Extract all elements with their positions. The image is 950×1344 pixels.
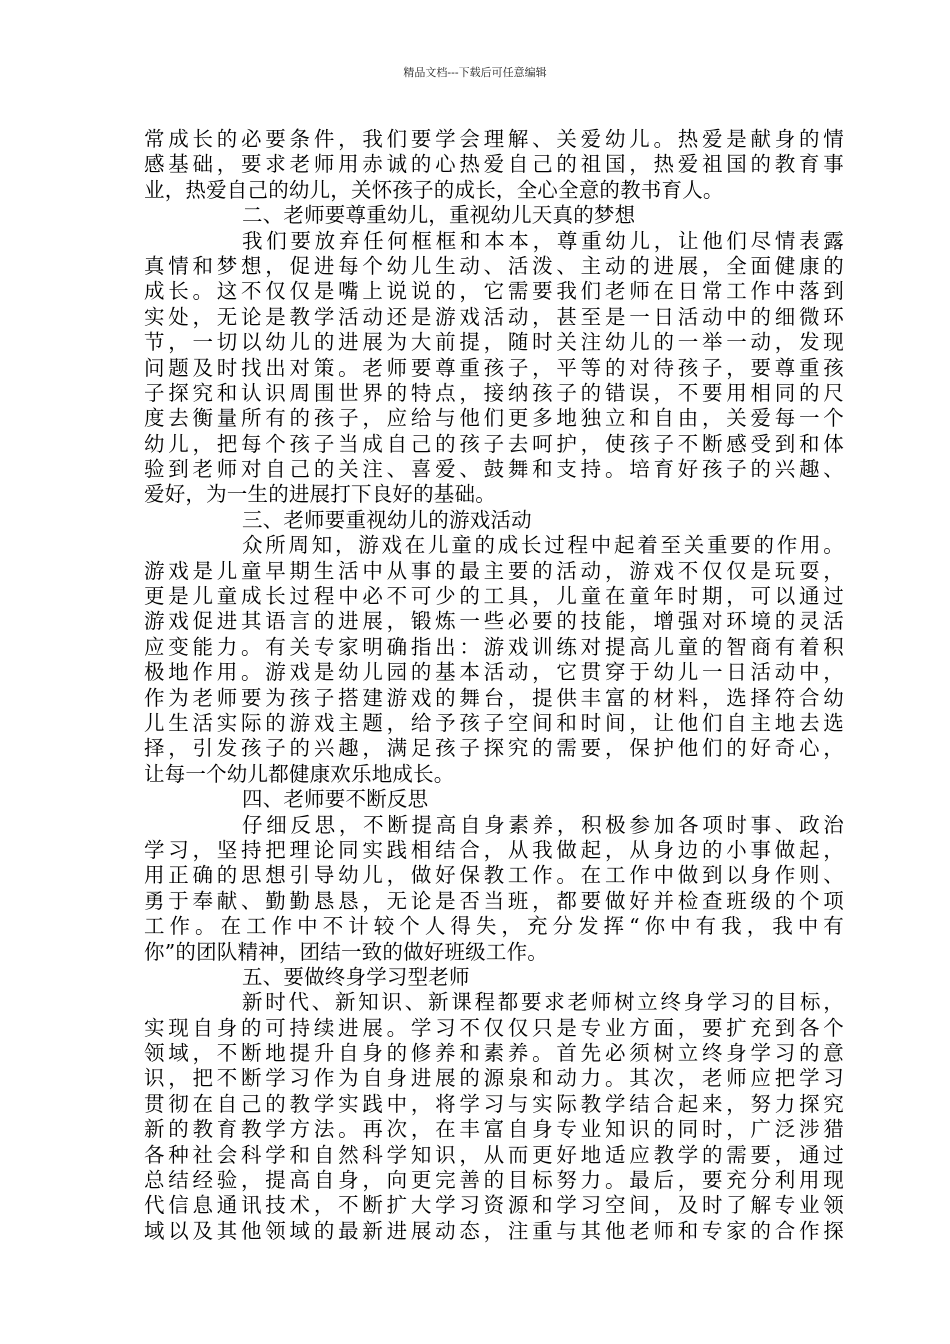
- text-line: 工作。在工作中不计较个人得失，充分发挥“你中有我，我中有: [144, 914, 844, 939]
- text-line: 实现自身的可持续进展。学习不仅仅只是专业方面，要扩充到各个: [144, 1015, 844, 1040]
- text-line: 总结经验，提高自身，向更完善的目标努力。最后，要充分利用现: [144, 1168, 844, 1193]
- text-line: 勇于奉献、勤勤恳恳，无论是否当班，都要做好并检查班级的个项: [144, 888, 844, 913]
- text-line: 新时代、新知识、新课程都要求老师树立终身学习的目标，: [242, 990, 844, 1015]
- text-line: 各种社会科学和自然科学知识，从而更好地适应教学的需要，通过: [144, 1142, 844, 1167]
- text-line: 爱好，为一生的进展打下良好的基础。: [144, 482, 496, 507]
- text-line: 验到老师对自己的关注、喜爱、鼓舞和支持。培育好孩子的兴趣、: [144, 457, 844, 482]
- text-line: 领域，不断地提升自身的修养和素养。首先必须树立终身学习的意: [144, 1041, 844, 1066]
- text-line: 仔细反思，不断提高自身素养，积极参加各项时事、政治: [242, 812, 844, 837]
- text-line: 择，引发孩子的兴趣，满足孩子探究的需要，保护他们的好奇心，: [144, 736, 844, 761]
- text-line: 我们要放弃任何框框和本本，尊重幼儿，让他们尽情表露: [242, 228, 844, 253]
- text-line: 感基础，要求老师用赤诚的心热爱自己的祖国，热爱祖国的教育事: [144, 152, 844, 177]
- text-line: 贯彻在自己的教学实践中，将学习与实际教学结合起来，努力探究: [144, 1091, 844, 1116]
- text-line: 成长。这不仅仅是嘴上说说的，它需要我们老师在日常工作中落到: [144, 279, 844, 304]
- text-line: 常成长的必要条件，我们要学会理解、关爱幼儿。热爱是献身的情: [144, 127, 844, 151]
- text-line: 游戏是儿童早期生活中从事的最主要的活动，游戏不仅仅是玩耍，: [144, 558, 844, 583]
- page-header: 精品文档---下载后可任意编辑: [403, 66, 547, 79]
- text-line: 问题及时找出对策。老师要尊重孩子，平等的对待孩子，要尊重孩: [144, 355, 844, 380]
- text-line: 让每一个幼儿都健康欢乐地成长。: [144, 761, 455, 786]
- document-body: [144, 127, 844, 1244]
- text-line: 实处，无论是教学活动还是游戏活动，甚至是一日活动中的细微环: [144, 304, 844, 329]
- text-line: 极地作用。游戏是幼儿园的基本活动，它贯穿于幼儿一日活动中，: [144, 660, 844, 685]
- text-line: 游戏促进其语言的进展，锻炼一些必要的技能，增强对环境的灵活: [144, 609, 844, 634]
- section-heading: 三、老师要重视幼儿的游戏活动: [242, 507, 532, 532]
- text-line: 识，把不断学习作为自身进展的源泉和动力。其次，老师应把学习: [144, 1066, 844, 1091]
- text-line: 用正确的思想引导幼儿，做好保教工作。在工作中做到以身作则、: [144, 863, 844, 888]
- text-line: 新的教育教学方法。再次，在丰富自身专业知识的同时，广泛涉猎: [144, 1117, 844, 1142]
- section-heading: 二、老师要尊重幼儿，重视幼儿天真的梦想: [242, 203, 636, 228]
- text-line: 子探究和认识周围世界的特点，接纳孩子的错误，不要用相同的尺: [144, 380, 844, 405]
- text-line: 作为老师要为孩子搭建游戏的舞台，提供丰富的材料，选择符合幼: [144, 685, 844, 710]
- text-line: 儿生活实际的游戏主题，给予孩子空间和时间，让他们自主地去选: [144, 710, 844, 735]
- text-line: 应变能力。有关专家明确指出：游戏训练对提高儿童的智商有着积: [144, 634, 844, 659]
- text-line: 度去衡量所有的孩子，应给与他们更多地独立和自由，关爱每一个: [144, 406, 844, 431]
- text-line: 节，一切以幼儿的进展为大前提，随时关注幼儿的一举一动，发现: [144, 330, 844, 355]
- text-line: 代信息通讯技术，不断扩大学习资源和学习空间，及时了解专业领: [144, 1193, 844, 1218]
- section-heading: 四、老师要不断反思: [242, 787, 429, 812]
- text-line: 众所周知，游戏在儿童的成长过程中起着至关重要的作用。: [242, 533, 844, 558]
- text-line: 域以及其他领域的最新进展动态，注重与其他老师和专家的合作探: [144, 1218, 844, 1243]
- text-line: 幼儿，把每个孩子当成自己的孩子去呵护，使孩子不断感受到和体: [144, 431, 844, 456]
- section-heading: 五、要做终身学习型老师: [242, 964, 470, 989]
- text-line: 学习，坚持把理论同实践相结合，从我做起，从身边的小事做起，: [144, 837, 844, 862]
- text-line: 你”的团队精神，团结一致的做好班级工作。: [144, 939, 548, 964]
- text-line: 更是儿童成长过程中必不可少的工具，儿童在童年时期，可以通过: [144, 584, 844, 609]
- text-line: 真情和梦想，促进每个幼儿生动、活泼、主动的进展，全面健康的: [144, 253, 844, 278]
- text-line: 业，热爱自己的幼儿，关怀孩子的成长，全心全意的教书育人。: [144, 177, 724, 202]
